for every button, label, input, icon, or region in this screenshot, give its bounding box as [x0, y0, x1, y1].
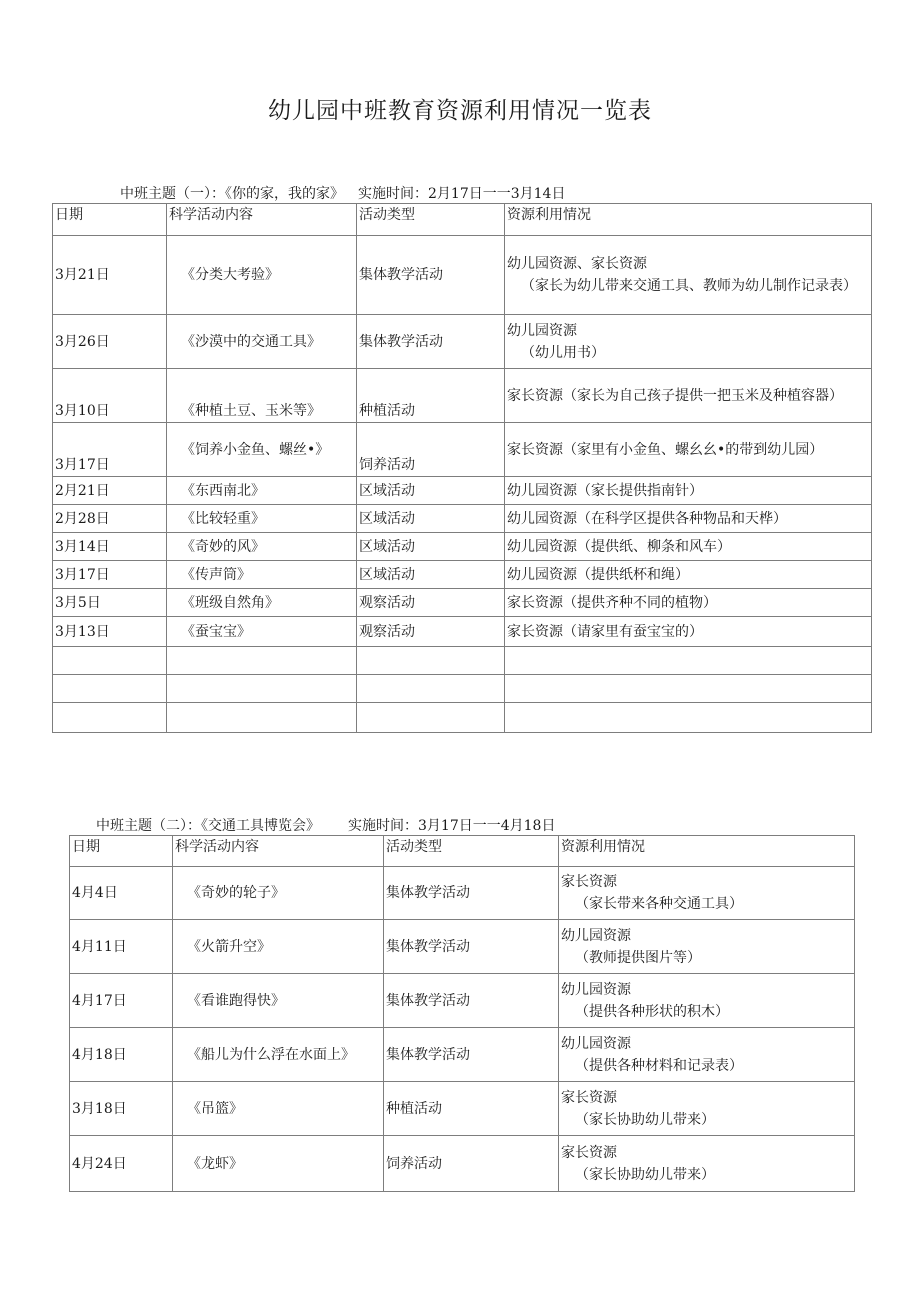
resource-detail: （教师提供图片等） [575, 949, 701, 966]
table-row [53, 589, 872, 617]
row-date: 3月5日 [53, 589, 167, 617]
resource-main: 幼儿园资源 [507, 322, 577, 339]
row-resource [505, 315, 872, 369]
row-content: 《东西南北》 [167, 477, 357, 505]
row-content: 《奇妙的风》 [167, 533, 357, 561]
table-row [53, 617, 872, 647]
row-resource [559, 920, 855, 974]
table-row [53, 505, 872, 533]
row-resource [559, 1136, 855, 1192]
row-content: 《分类大考验》 [167, 236, 357, 315]
row-date: 3月17日 [53, 561, 167, 589]
section1-table [52, 203, 872, 733]
row-date: 4月18日 [70, 1028, 173, 1082]
table-header-row [70, 836, 855, 867]
row-type: 区域活动 [357, 533, 505, 561]
row-resource: 家长资源（请家里有蚕宝宝的） [505, 617, 872, 647]
row-type: 集体教学活动 [384, 920, 559, 974]
resource-detail: （提供各种形状的积木） [575, 1003, 729, 1020]
section1-theme: 中班主题（一）：《你的家，我的家》 [120, 186, 344, 202]
row-content: 《比较轻重》 [167, 505, 357, 533]
row-content: 《传声筒》 [167, 561, 357, 589]
header-type: 活动类型 [384, 836, 559, 867]
row-date: 3月21日 [53, 236, 167, 315]
row-content: 《吊篮》 [173, 1082, 384, 1136]
row-type: 集体教学活动 [384, 974, 559, 1028]
resource-main: 家长资源 [561, 874, 617, 890]
resource-main: 幼儿园资源 [561, 1035, 631, 1052]
table-row [53, 561, 872, 589]
row-resource [559, 1028, 855, 1082]
table-row [70, 1082, 855, 1136]
row-date: 4月24日 [70, 1136, 173, 1192]
table-row [53, 533, 872, 561]
row-content: 《饲养小金鱼、螺丝•》 [167, 423, 357, 477]
row-resource: 幼儿园资源（提供纸、柳条和风车） [505, 533, 872, 561]
table-row [53, 236, 872, 315]
row-type: 观察活动 [357, 589, 505, 617]
section1-caption [120, 183, 565, 203]
resource-main: 家长资源 [561, 1089, 617, 1106]
table-row [53, 423, 872, 477]
row-resource [559, 974, 855, 1028]
empty-row [53, 647, 872, 675]
header-content: 科学活动内容 [167, 204, 357, 236]
row-content: 《火箭升空》 [173, 920, 384, 974]
resource-detail: （提供各种材料和记录表） [575, 1057, 743, 1074]
row-date: 3月13日 [53, 617, 167, 647]
row-content: 《奇妙的轮子》 [173, 867, 384, 920]
row-date: 4月4日 [70, 867, 173, 920]
resource-detail: （家长协助幼儿带来） [575, 1166, 715, 1183]
header-content: 科学活动内容 [173, 836, 384, 867]
table-row [70, 920, 855, 974]
section1-period: 实施时间：2月17日一一3月14日 [358, 186, 566, 202]
table-row [70, 1028, 855, 1082]
row-date: 3月26日 [53, 315, 167, 369]
empty-row [53, 703, 872, 733]
table-row [70, 1136, 855, 1192]
row-resource: 家长资源（提供齐种不同的植物） [505, 589, 872, 617]
row-resource: 幼儿园资源（提供纸杯和绳） [505, 561, 872, 589]
row-type: 集体教学活动 [384, 1028, 559, 1082]
table-header-row [53, 204, 872, 236]
row-date: 3月14日 [53, 533, 167, 561]
row-date: 3月17日 [53, 423, 167, 477]
row-type: 区域活动 [357, 561, 505, 589]
row-date: 3月18日 [70, 1082, 173, 1136]
row-type: 集体教学活动 [357, 315, 505, 369]
header-type: 活动类型 [357, 204, 505, 236]
row-content: 《船儿为什么浮在水面上》 [173, 1028, 384, 1082]
table-row [70, 974, 855, 1028]
row-resource [505, 236, 872, 315]
resource-detail: （幼儿用书） [521, 344, 605, 361]
row-resource: 幼儿园资源（家长提供指南针） [505, 477, 872, 505]
row-date: 2月21日 [53, 477, 167, 505]
table-row [70, 867, 855, 920]
row-date: 4月17日 [70, 974, 173, 1028]
row-type: 饲养活动 [357, 423, 505, 477]
row-content: 《看谁跑得快》 [173, 974, 384, 1028]
row-content: 《蚕宝宝》 [167, 617, 357, 647]
section2-period: 实施时间：3月17日一一4月18日 [348, 818, 556, 834]
resource-main: 幼儿园资源 [561, 981, 631, 998]
empty-row [53, 675, 872, 703]
row-type: 区域活动 [357, 477, 505, 505]
header-date: 日期 [53, 204, 167, 236]
row-type: 集体教学活动 [384, 867, 559, 920]
row-content: 《种植土豆、玉米等》 [167, 369, 357, 423]
row-content: 《沙漠中的交通工具》 [167, 315, 357, 369]
row-resource [559, 867, 855, 920]
row-type: 种植活动 [384, 1082, 559, 1136]
row-date: 4月11日 [70, 920, 173, 974]
resource-main: 幼儿园资源 [561, 927, 631, 944]
resource-main: 幼儿园资源、家长资源 [507, 256, 647, 272]
row-date: 3月10日 [53, 369, 167, 423]
row-resource: 家长资源（家长为自己孩子提供一把玉米及种植容器） [505, 369, 872, 423]
header-date: 日期 [70, 836, 173, 867]
resource-detail: （家长协助幼儿带来） [575, 1111, 715, 1128]
row-content: 《班级自然角》 [167, 589, 357, 617]
row-resource: 幼儿园资源（在科学区提供各种物品和天桦） [505, 505, 872, 533]
resource-detail: （家长为幼儿带来交通工具、教师为幼儿制作记录表） [521, 278, 857, 294]
resource-detail: （家长带来各种交通工具） [575, 896, 743, 912]
table-row [53, 477, 872, 505]
row-type: 饲养活动 [384, 1136, 559, 1192]
page-title: 幼儿园中班教育资源利用情况一览表 [268, 98, 652, 124]
row-resource: 家长资源（家里有小金鱼、螺幺幺•的带到幼儿园） [505, 423, 872, 477]
row-type: 集体教学活动 [357, 236, 505, 315]
row-resource [559, 1082, 855, 1136]
row-type: 区域活动 [357, 505, 505, 533]
section2-table [69, 835, 855, 1192]
row-type: 观察活动 [357, 617, 505, 647]
table-row [53, 315, 872, 369]
header-resource: 资源利用情况 [559, 836, 855, 867]
header-resource: 资源利用情况 [505, 204, 872, 236]
table-row [53, 369, 872, 423]
section2-theme: 中班主题（二）：《交通工具博览会》 [96, 818, 320, 834]
row-date: 2月28日 [53, 505, 167, 533]
row-content: 《龙虾》 [173, 1136, 384, 1192]
resource-main: 家长资源 [561, 1144, 617, 1161]
section2-caption [96, 815, 555, 835]
row-type: 种植活动 [357, 369, 505, 423]
